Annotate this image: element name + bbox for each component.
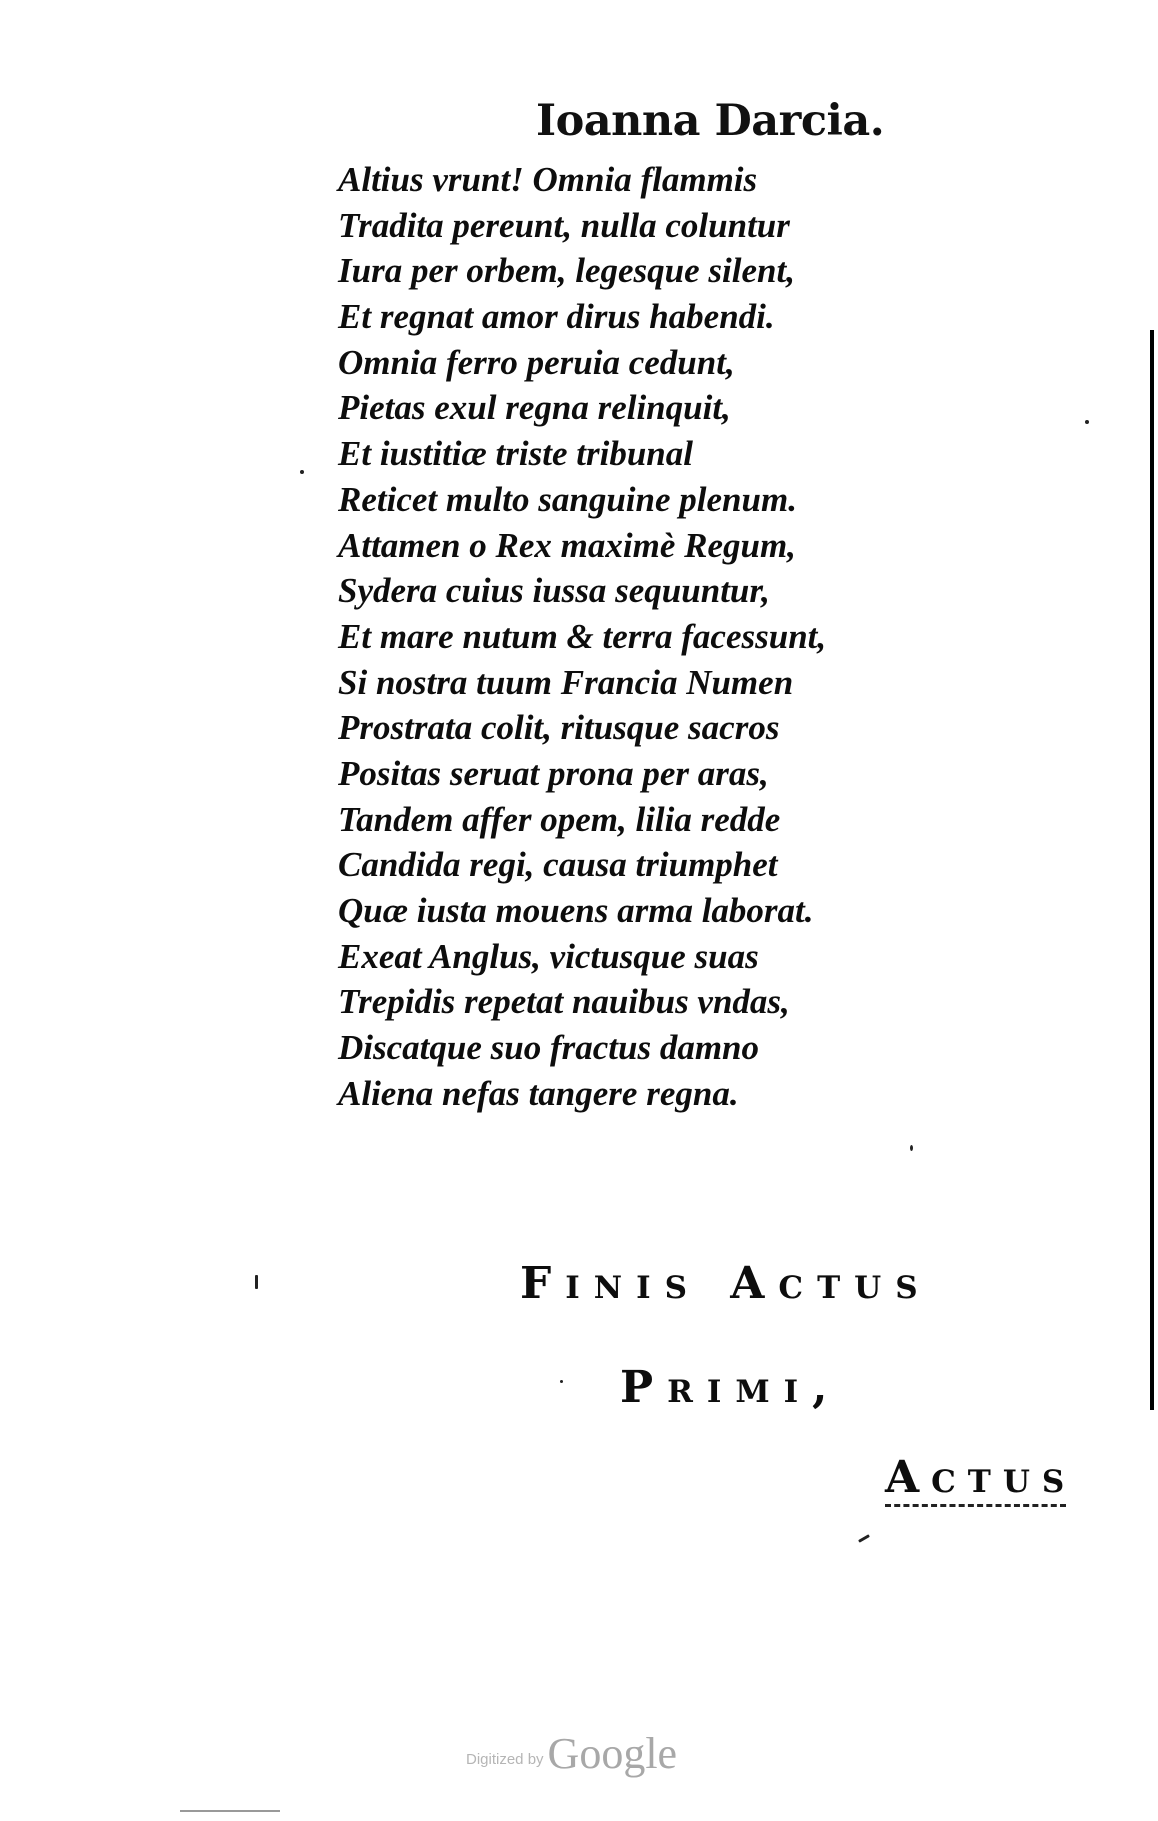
google-logo-text: Google xyxy=(547,1729,678,1778)
verse-line: Trepidis repetat nauibus vndas, xyxy=(338,982,790,1022)
end-of-act-heading-continued: Primi, xyxy=(620,1362,842,1413)
verse-line: Exeat Anglus, victusque suas xyxy=(338,936,759,976)
verse-block xyxy=(338,157,826,1116)
verse-line: Discatque suo fractus damno xyxy=(338,1028,760,1068)
verse-line: Altius vrunt! Omnia flammis xyxy=(338,160,758,199)
catchword: Actus xyxy=(885,1452,1077,1503)
verse-line: Et mare nutum & terra facessunt, xyxy=(338,616,827,656)
verse-line: Pietas exul regna relinquit, xyxy=(338,388,731,428)
scan-speck xyxy=(858,1534,870,1543)
verse-line: Et regnat amor dirus habendi. xyxy=(338,297,775,337)
verse-line: Prostrata colit, ritusque sacros xyxy=(338,708,780,748)
page-edge-line xyxy=(1150,330,1154,1410)
scan-speck xyxy=(300,470,304,474)
verse-line: Iura per orbem, legesque silent, xyxy=(338,251,795,291)
verse-line: Tradita pereunt, nulla coluntur xyxy=(338,205,790,245)
end-of-act-heading: Finis Actus xyxy=(520,1258,932,1309)
bottom-edge-rule xyxy=(180,1810,280,1812)
verse-line: Tandem affer opem, lilia redde xyxy=(338,799,781,839)
running-title: Ioanna Darcia. xyxy=(536,96,885,146)
scan-speck xyxy=(910,1145,913,1151)
scan-speck xyxy=(560,1380,563,1383)
scan-speck xyxy=(1085,420,1089,424)
verse-line: Aliena nefas tangere regna. xyxy=(338,1073,739,1113)
verse-line: Quæ iusta mouens arma laborat. xyxy=(338,891,814,930)
scan-speck xyxy=(255,1275,258,1289)
verse-line: Et iustitiæ triste tribunal xyxy=(338,434,693,474)
verse-line: Attamen o Rex maximè Regum, xyxy=(338,525,796,565)
verse-line: Si nostra tuum Francia Numen xyxy=(338,662,794,702)
verse-line: Sydera cuius iussa sequuntur, xyxy=(338,571,770,611)
verse-line: Candida regi, causa triumphet xyxy=(338,845,778,885)
verse-line: Reticet multo sanguine plenum. xyxy=(338,479,797,519)
verse-line: Positas seruat prona per aras, xyxy=(338,753,769,793)
digitized-by-google-watermark xyxy=(466,1728,677,1779)
verse-line: Omnia ferro peruia cedunt, xyxy=(338,342,735,382)
watermark-prefix: Digitized by xyxy=(466,1751,544,1768)
